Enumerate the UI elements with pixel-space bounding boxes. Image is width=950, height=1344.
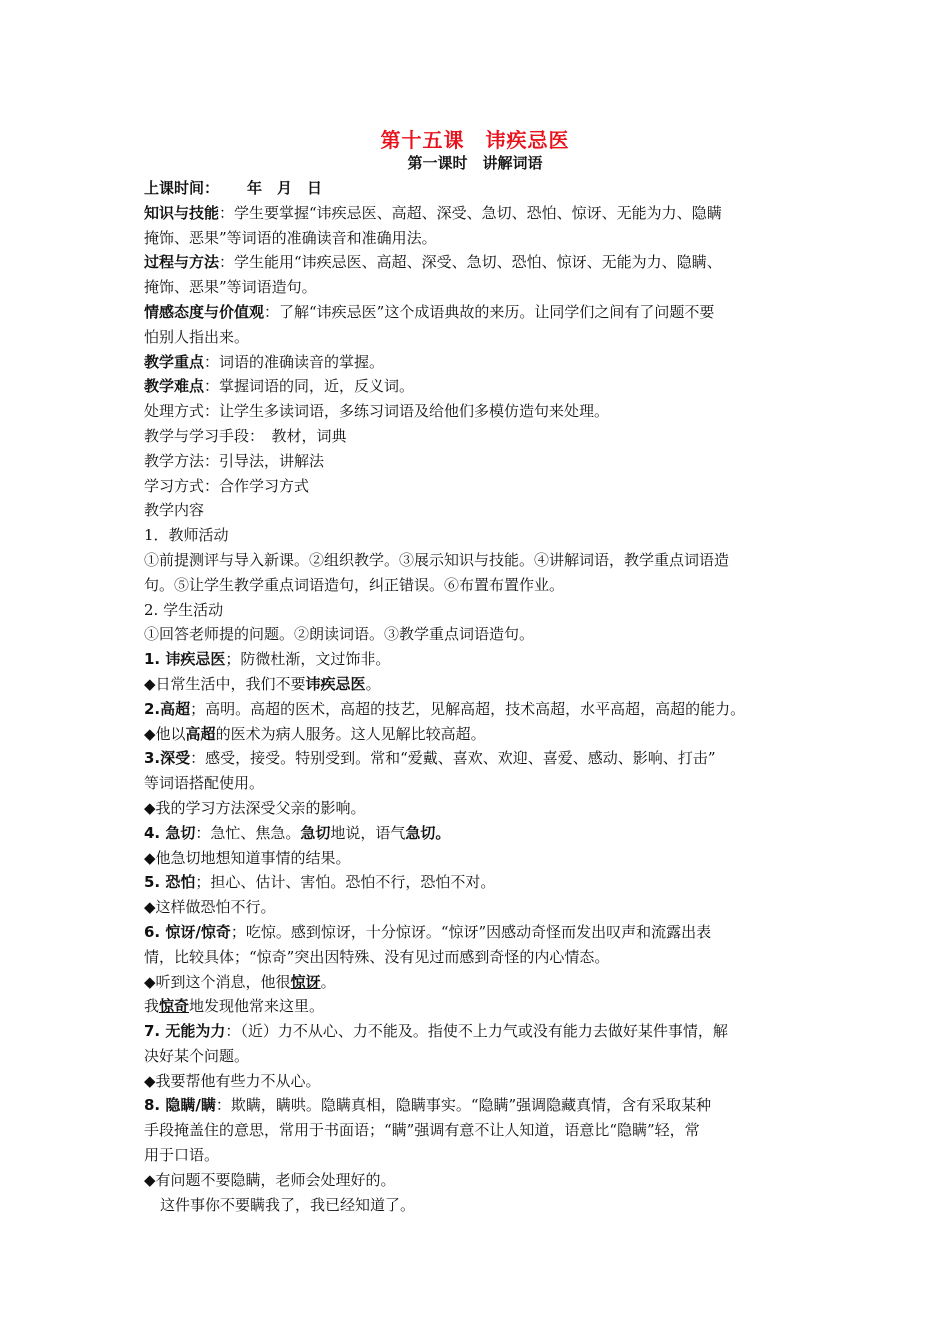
knowledge-goal-cont: 掩饰、恶果”等词语的准确读音和准确用法。 [144,228,437,247]
teacher-activity-heading: 1．教师活动 [144,526,229,545]
word-example-8b: 这件事你不要瞒我了，我已经知道了。 [160,1195,416,1214]
content-heading: 教学内容 [144,501,205,520]
word-entry-1: 1. 讳疾忌医；防微杜渐，文过饰非。 [144,650,391,669]
student-activity-line: ①回答老师提的问题。②朗读词语。③教学重点词语造句。 [144,625,535,644]
word-entry-6: 6. 惊讶/惊奇；吃惊。感到惊讶，十分惊讶。“惊讶”因感动奇怪而发出叹声和流露出表 [144,922,712,941]
lesson-body [144,176,812,1217]
word-entry-8-cont2: 用于口语。 [144,1146,220,1165]
class-time: 上课时间： 年 月 日 [144,179,323,197]
word-entry-7: 7. 无能为力：（近）力不从心、力不能及。指使不上力气或没有能力去做好某件事情，解 [144,1022,728,1041]
word-example-7: ◆我要帮他有些力不从心。 [144,1071,321,1090]
word-entry-2: 2.高超；高明。高超的医术，高超的技艺，见解高超，技术高超，水平高超，高超的能力。 [144,699,746,718]
handling-method: 处理方式：让学生多读词语，多练习词语及给他们多模仿造句来处理。 [144,402,610,421]
word-example-8: ◆有问题不要隐瞒，老师会处理好的。 [144,1170,396,1189]
emotion-goal: 情感态度与价值观：了解“讳疾忌医”这个成语典故的来历。让同学们之间有了问题不要 [144,302,715,321]
word-example-5: ◆这样做恐怕不行。 [144,898,276,917]
word-entry-8: 8. 隐瞒/瞒：欺瞒，瞒哄。隐瞒真相，隐瞒事实。“隐瞒”强调隐藏真情，含有采取某种 [144,1096,712,1115]
teaching-method: 教学方法：引导法，讲解法 [144,451,325,470]
teacher-activity-line: 句。⑤让学生教学重点词语造句，纠正错误。⑥布置布置作业。 [144,575,565,594]
teaching-key: 教学重点：词语的准确读音的掌握。 [144,352,385,371]
process-goal: 过程与方法：学生能用“讳疾忌医、高超、深受、急切、恐怕、惊讶、无能为力、隐瞒、 [144,253,722,272]
word-example-1: ◆日常生活中，我们不要讳疾忌医。 [144,674,381,693]
teaching-difficulty: 教学难点：掌握词语的同，近，反义词。 [144,377,415,396]
word-example-4: ◆他急切地想知道事情的结果。 [144,848,351,867]
student-activity-heading: 2. 学生活动 [144,600,224,619]
word-example-6b: 我惊奇地发现他常来这里。 [144,997,325,1016]
study-method: 学习方式：合作学习方式 [144,476,310,495]
word-example-3: ◆我的学习方法深受父亲的影响。 [144,798,366,817]
teaching-means: 教学与学习手段： 教材，词典 [144,426,347,445]
process-goal-cont: 掩饰、恶果”等词语造句。 [144,278,317,297]
word-example-6: ◆听到这个消息，他很惊讶。 [144,972,336,991]
word-entry-3-cont: 等词语搭配使用。 [144,774,265,793]
word-entry-5: 5. 恐怕；担心、估计、害怕。恐怕不行，恐怕不对。 [144,873,496,892]
emotion-goal-cont: 怕别人指出来。 [144,327,250,346]
word-entry-4: 4. 急切：急忙、焦急。急切地说，语气急切。 [144,823,451,842]
knowledge-goal: 知识与技能：学生要掌握“讳疾忌医、高超、深受、急切、恐怕、惊讶、无能为力、隐瞒 [144,203,722,222]
word-entry-7-cont: 决好某个问题。 [144,1046,250,1065]
word-example-2: ◆他以高超的医术为病人服务。这人见解比较高超。 [144,724,486,743]
word-entry-3: 3.深受：感受，接受。特别受到。常和“爱戴、喜欢、欢迎、喜爱、感动、影响、打击” [144,749,716,768]
teacher-activity-line: ①前提测评与导入新课。②组织教学。③展示知识与技能。④讲解词语，教学重点词语造 [144,550,730,569]
word-entry-6-cont: 情，比较具体；“惊奇”突出因特殊、没有见过而感到奇怪的内心情态。 [144,947,610,966]
word-entry-8-cont: 手段掩盖住的意思，常用于书面语；“瞒”强调有意不让人知道，语意比“隐瞒”轻，常 [144,1121,700,1140]
lesson-subtitle: 第一课时 讲解词语 [407,154,543,172]
lesson-title: 第十五课 讳疾忌医 [380,128,570,152]
